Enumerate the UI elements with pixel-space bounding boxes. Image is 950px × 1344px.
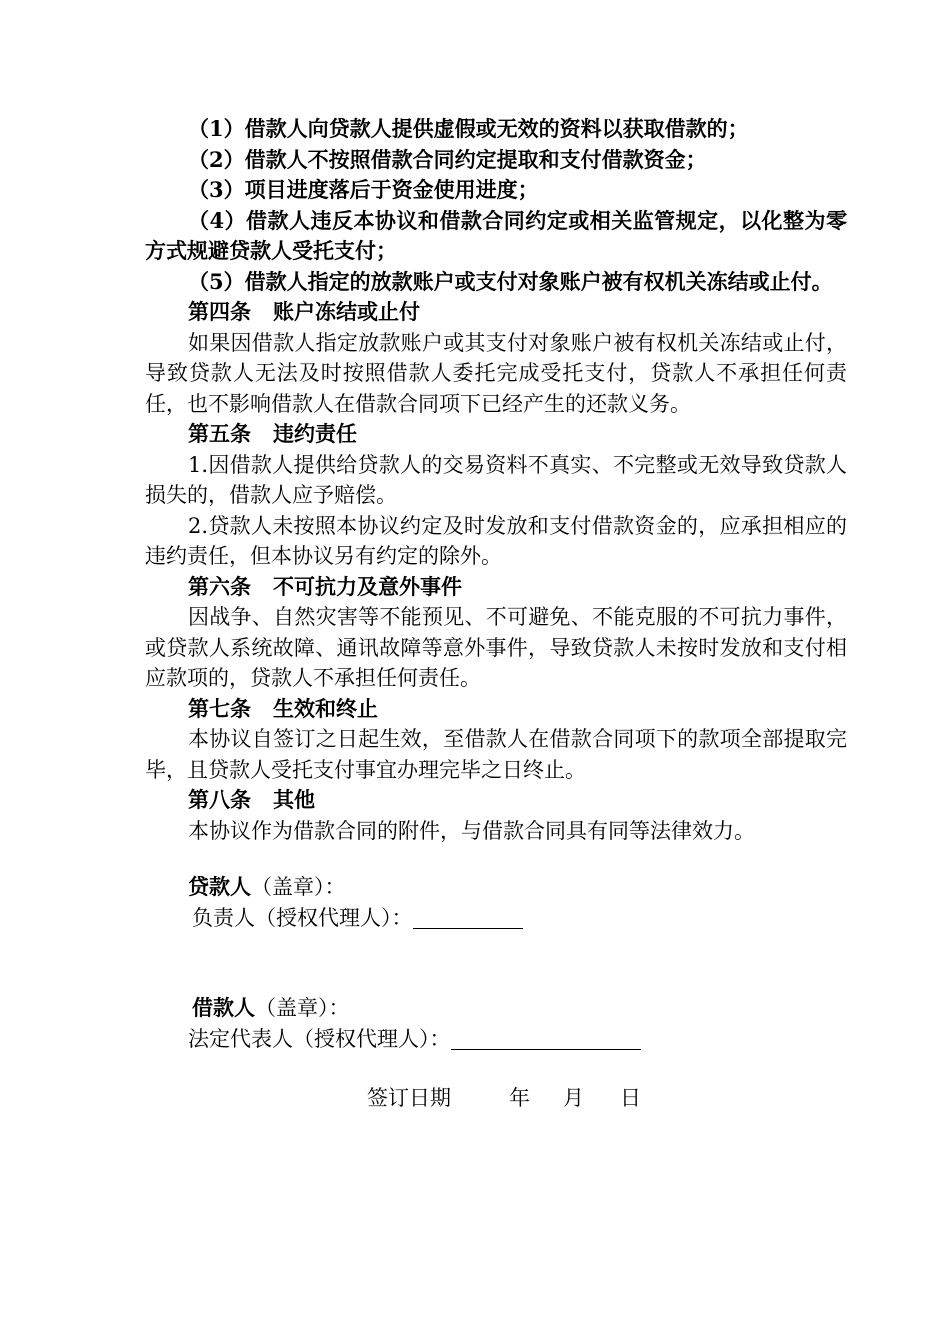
article-7-heading xyxy=(145,694,847,725)
article-4-heading xyxy=(145,297,847,328)
article-7-body: 本协议自签订之日起生效，至借款人在借款合同项下的款项全部提取完毕，且贷款人受托支付事宜办理完毕之日终止。 xyxy=(145,727,847,782)
clause-item-2: （2）借款人不按照借款合同约定提取和支付借款资金； xyxy=(188,146,707,172)
date-month: 月 xyxy=(563,1086,584,1110)
article-8-body: 本协议作为借款合同的附件，与借款合同具有同等法律效力。 xyxy=(188,818,755,843)
date-year: 年 xyxy=(509,1086,530,1110)
lender-signature-blank xyxy=(413,906,523,929)
article-4-title: 账户冻结或止付 xyxy=(273,299,420,324)
signing-date-label: 签订日期 xyxy=(367,1086,451,1110)
article-5-paragraph-2: 2.贷款人未按照本协议约定及时发放和支付借款资金的，应承担相应的违约责任，但本协议另有约定的除外。 xyxy=(145,513,847,568)
article-7-title: 生效和终止 xyxy=(273,695,378,721)
article-5-number: 第五条 xyxy=(188,421,251,446)
article-8-heading xyxy=(145,785,847,816)
article-5-paragraph-1: 1.因借款人提供给贷款人的交易资料不真实、不完整或无效导致贷款人损失的，借款人应予赔偿。 xyxy=(145,452,847,507)
clause-item-5: （5）借款人指定的放款账户或支付对象账户被有权机关冻结或止付。 xyxy=(188,268,833,294)
borrower-seal-text: （盖章）： xyxy=(255,996,350,1020)
date-day: 日 xyxy=(620,1086,641,1110)
clause-item-4: （4）借款人违反本协议和借款合同约定或相关监管规定，以化整为零方式规避贷款人受托支付； xyxy=(145,207,847,263)
borrower-representative-label: 法定代表人（授权代理人）： xyxy=(188,1027,451,1051)
signing-date-line xyxy=(367,1083,641,1113)
article-4-body: 如果因借款人指定放款账户或其支付对象账户被有权机关冻结或止付，导致贷款人无法及时按照借款人委托完成受托支付，贷款人不承担任何责任，也不影响借款人在借款合同项下已经产生的还款义务。 xyxy=(145,330,847,416)
lender-seal-line xyxy=(188,872,346,902)
article-6-number: 第六条 xyxy=(188,573,251,599)
article-4-number: 第四条 xyxy=(188,299,251,324)
article-6-heading xyxy=(145,572,847,603)
article-5-title: 违约责任 xyxy=(273,421,357,446)
article-7-number: 第七条 xyxy=(188,695,251,721)
lender-representative-line xyxy=(192,903,523,933)
article-6-body: 因战争、自然灾害等不能预见、不可避免、不能克服的不可抗力事件，或贷款人系统故障、通讯故障等意外事件，导致贷款人未按时发放和支付相应款项的，贷款人不承担任何责任。 xyxy=(145,605,847,690)
borrower-signature-blank xyxy=(451,1027,641,1050)
article-6-title: 不可抗力及意外事件 xyxy=(273,573,462,599)
lender-seal-text: （盖章）： xyxy=(251,875,346,899)
lender-representative-label: 负责人（授权代理人）： xyxy=(192,906,413,930)
lender-label: 贷款人 xyxy=(188,874,251,899)
article-5-heading xyxy=(145,419,847,450)
clause-item-3: （3）项目进度落后于资金使用进度； xyxy=(188,177,539,202)
article-8-title: 其他 xyxy=(273,787,315,812)
article-8-number: 第八条 xyxy=(188,787,251,812)
borrower-seal-line xyxy=(192,993,350,1023)
borrower-representative-line xyxy=(188,1024,641,1054)
borrower-label: 借款人 xyxy=(192,995,255,1020)
document-body xyxy=(145,114,847,846)
clause-item-1: （1）借款人向贷款人提供虚假或无效的资料以获取借款的； xyxy=(188,116,749,141)
